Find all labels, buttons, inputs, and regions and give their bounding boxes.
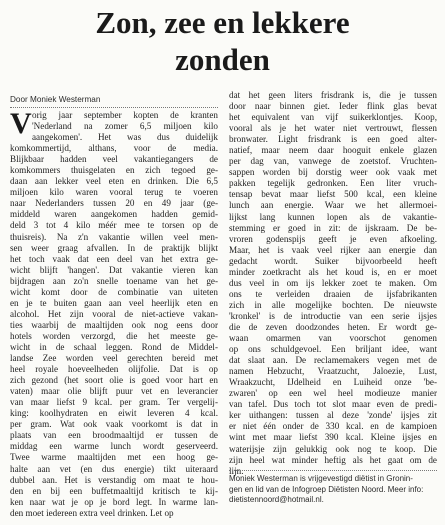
article-line: ties waarbij de maaltijden ook nog eens door (10, 319, 218, 330)
article-line: sappen worden bij dorstig weer ook vaak met (229, 167, 437, 178)
article-line: daan aan lekker veel eten en drinken. Die 6,5 (10, 176, 218, 187)
article-line: den moet iedereen extra veel drinken. Let op (10, 507, 174, 518)
article-line: tensap bevat maar liefst 500 kcal, een kleine (229, 189, 437, 200)
footer-divider (229, 470, 437, 471)
article-line: dat het geen liters frisdrank is, die je tussen (229, 90, 437, 100)
article-line: wicht in de schaal leggen. Rond de Middel- (10, 341, 218, 352)
byline-divider (10, 107, 218, 108)
article-line: op ons schuldgevoel. Een briljant idee, want (229, 344, 437, 355)
article-line: per gram. Wat ook vaak voorkomt is dat in (10, 419, 218, 430)
article-line: heel royale hoeveelheden olijfolie. Dat is op (10, 364, 218, 375)
article-line: vaten) maar olie blijft puur vet en leverancier (10, 386, 218, 397)
article-column-1 (10, 107, 218, 519)
byline: Door Moniek Westerman (10, 95, 101, 104)
article-line: en je te buiten gaan aan veel heerlijk eten en (10, 297, 218, 308)
article-line: waterijsje zijn gelukkig ook nog te koop. Die (229, 443, 437, 454)
article-line: sen weer graag afvallen. In de praktijk blijkt (10, 242, 218, 253)
article-line: wint met maar liefst 390 kcal. Kleine ijsjes en (229, 432, 437, 443)
article-line: door naar binnen giet. Ieder flink glas bevat (229, 101, 437, 112)
article-line: lunch aan energie. Waar we het allermoei- (229, 200, 437, 211)
article-line: het toch vaak dat een deel van het extra ge- (10, 253, 218, 264)
bio-line: Moniek Westerman is vrijgevestigd diëtist in Gronin- (229, 474, 413, 483)
article-line: natief, maar neem daar hooguit enkele glazen (229, 145, 437, 156)
drop-cap: V (10, 107, 32, 140)
article-line: zijn heel wat minder heftig als het gaat om de (229, 454, 437, 465)
article-line: dus veel in om ijs lekker zoet te maken. Om (229, 277, 437, 288)
article-line: Twee warme maaltijden met een hoog ge- (10, 452, 218, 463)
article-line: thuisreis). Na z'n vakantie willen veel men- (10, 231, 218, 242)
article-line: lijkst lang kunnen lopen als de vakantie- (229, 211, 437, 222)
article-line: minder zoetkracht als het koud is, en er moet (229, 266, 437, 277)
article-line: miljoen kilo waren vooral terug te voeren (10, 187, 218, 198)
article-line: zwaren' op een wel heel modieuze manier (229, 388, 437, 399)
article-line: alcohol. Het zijn vooral de niet-actieve vakan- (10, 308, 218, 319)
article-line: 'kronkel' is de introductie van een serie ijsjes (229, 310, 437, 321)
article-line: wicht komt door de combinatie van uiteten (10, 286, 218, 297)
article-line: wicht blijft 'hangen'. Dat vakantie vieren kan (10, 264, 218, 275)
article-line: Blijkbaar hadden veel vakantiegangers de (10, 154, 218, 165)
article-line: aangekomen'. Het was dus duidelijk (32, 132, 218, 143)
article-line: bijdragen aan zo'n snelle toename van het ge- (10, 275, 218, 286)
article-line: Wraakzucht, IJdelheid en Luiheid onze 'be- (229, 377, 437, 388)
article-line: die de zeven doodzondes heten. Er wordt ge- (229, 321, 437, 332)
article-column-2 (229, 90, 437, 477)
article-line: middeld waren aangekomen hadden gemid- (10, 209, 218, 220)
article-line: ons te verleiden draaien de ijsfabrikanten (229, 288, 437, 299)
article-line: zich in alle mogelijke bochten. De nieuwste (229, 299, 437, 310)
bio-line: gen en lid van de Infogroep Diëtisten Noord. Meer info: (229, 484, 424, 494)
article-line: ker uithangen: tussen al deze 'zonde' ijsjes zit (229, 410, 437, 421)
article-line: vroren godenspijs geeft je even afkoeling. (229, 233, 437, 244)
article-line: zich gezond (het soort olie is goed voor hart en (10, 375, 218, 386)
article-line: komkommertijd, althans, voor de media. (10, 143, 218, 154)
article-line: plaats van een broodmaaltijd er tussen de (10, 430, 218, 441)
article-line: dat slaat aan. De reclamemakers vegen met de (229, 355, 437, 366)
article-line: er niet één onder de 330 kcal. en de kampioen (229, 421, 437, 432)
article-line: king: koolhydraten en eiwit leveren 4 kcal. (10, 408, 218, 419)
article-line: dubbel aan. Het is verstandig om maat te hou- (10, 474, 218, 485)
article-line: pakken tegelijk gedronken. Een liter vruch- (229, 178, 437, 189)
article-line: stemming er goed in zit: de ijskraam. De be- (229, 222, 437, 233)
article-line: waan omarmen van voorschot genomen (229, 333, 437, 344)
article-line: vooral als je het water niet vertrouwt, flessen (229, 123, 437, 134)
article-line: ken naar wat je op je bord legt. In warme lan- (10, 496, 218, 507)
article-line: lijn. (229, 465, 244, 476)
article-line: naar Nederlanders tussen 20 en 49 jaar (ge- (10, 198, 218, 209)
article-line: den en bij een buffetmaaltijd kritisch te kij- (10, 485, 218, 496)
article-line: van tafel. Dus toch tot slot maar even de predi- (229, 399, 437, 410)
article-line: middag een warme lunch wordt geserveerd. (10, 441, 218, 452)
article-line: hotels worden verzorgd, die het meeste ge- (10, 330, 218, 341)
article-line: Maar, het is vaak veel rijker aan energie dan (229, 244, 437, 255)
article-line: halte aan vet (en dus energie) tikt uiteraard (10, 463, 218, 474)
article-line: orig jaar september kopten de kranten (32, 110, 218, 120)
article-line: namen Hebzucht, Vraatzucht, Jaloezie, Lust, (229, 366, 437, 377)
article-line: 'Nederland na zomer 6,5 miljoen kilo (32, 121, 218, 132)
article-line: per dag van, vanwege de zoetstof. Vruchten- (229, 156, 437, 167)
headline-line-1: Zon, zee en lekkere (95, 5, 350, 40)
article-line: bronwater. Light frisdrank is een goed alter- (229, 134, 437, 145)
article-line: deld 3 tot 4 kilo méér mee te torsen op de (10, 220, 218, 231)
author-bio (229, 474, 437, 506)
headline (0, 4, 445, 78)
headline-line-2: zonden (175, 42, 270, 77)
article-line: gedacht wordt. Suiker bijvoorbeeld heeft (229, 255, 437, 266)
article-line: van maar liefst 9 kcal. per gram. Ter vergelij- (10, 397, 218, 408)
article-line: landse Zee worden veel gerechten bereid met (10, 353, 218, 364)
bio-line: dietistennoord@hotmail.nl. (229, 495, 324, 504)
article-line: komkommers thuisgelaten en zich tegoed ge- (10, 165, 218, 176)
article-line: het equivalent van vijf suikerklontjes. Koop, (229, 112, 437, 123)
